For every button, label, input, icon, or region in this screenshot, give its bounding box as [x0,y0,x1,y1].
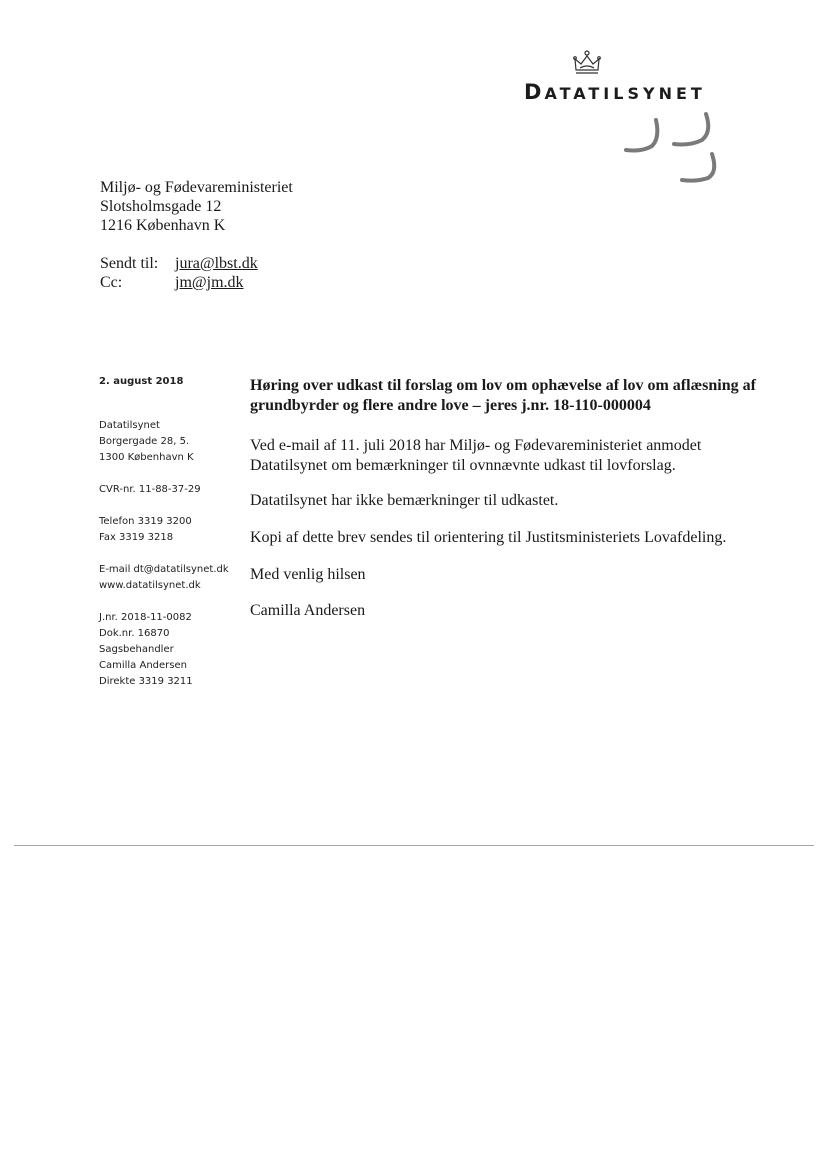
sender-online [99,562,229,594]
cc-label: Cc: [100,274,123,291]
letter-paragraph-3: Kopi af dette brev sendes til orientering til Justitsministeriets Lovafdeling. [250,529,727,546]
case-jnr: J.nr. 2018-11-0082 [99,612,192,623]
sender-city: 1300 København K [99,452,194,463]
sender-website[interactable]: www.datatilsynet.dk [99,580,201,591]
letter-closing: Med venlig hilsen [250,566,366,583]
sender-street: Borgergade 28, 5. [99,436,190,447]
case-direct-phone: Direkte 3319 3211 [99,676,193,687]
letter-paragraph-2: Datatilsynet har ikke bemærkninger til udkastet. [250,492,559,509]
handwritten-initials [618,110,728,190]
sender-address [99,418,194,466]
case-doknr: Dok.nr. 16870 [99,628,170,639]
cc-row [100,273,258,292]
recipient-street: Slotsholmsgade 12 [100,198,222,215]
sender-org: Datatilsynet [99,420,160,431]
cc-email-link[interactable]: jm@jm.dk [175,274,244,291]
page-divider [14,845,814,846]
recipient-name: Miljø- og Fødevareministeriet [100,179,293,196]
sender-email[interactable]: E-mail dt@datatilsynet.dk [99,564,229,575]
send-to-block [100,254,258,292]
sender-phones [99,514,192,546]
crown-icon [572,50,602,76]
send-to-email-link[interactable]: jura@lbst.dk [175,255,258,272]
send-to-row [100,254,258,273]
sender-phone: Telefon 3319 3200 [99,516,192,527]
case-details [99,610,193,690]
letter-subject: Høring over udkast til forslag om lov om ophævelse af lov om aflæsning af grundbyrder og flere andre love – jeres j.nr. 18-110-000004 [250,377,756,414]
case-officer-name: Camilla Andersen [99,660,187,671]
sender-cvr: CVR-nr. 11-88-37-29 [99,484,201,495]
recipient-address [100,178,293,235]
case-officer-label: Sagsbehandler [99,644,174,655]
sender-fax: Fax 3319 3218 [99,532,174,543]
agency-logo: DATATILSYNET [524,80,706,104]
letter-signature: Camilla Andersen [250,602,366,619]
send-to-label: Sendt til: [100,255,159,272]
letter-date: 2. august 2018 [99,376,184,387]
letter-paragraph-1: Ved e-mail af 11. juli 2018 har Miljø- og Fødevareministeriet anmodet Datatilsynet om bemærkninger til ovnnævnte udkast til lovforslag. [250,437,702,474]
recipient-city: 1216 København K [100,217,226,234]
